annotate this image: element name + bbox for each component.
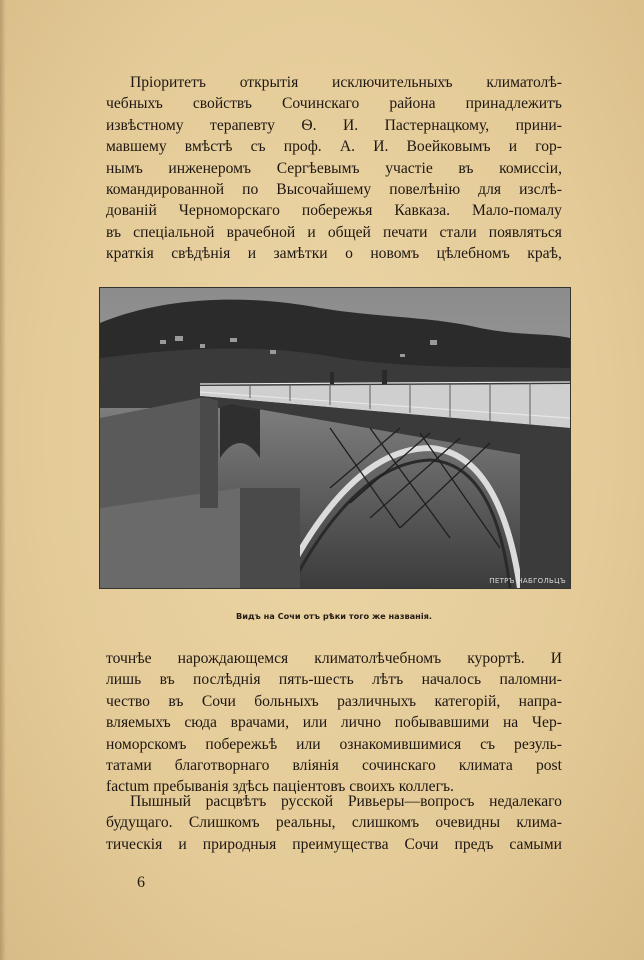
text-line: нымъ инженеромъ Сергѣевымъ участіе въ комиссіи,: [106, 159, 562, 177]
text-line: мавшему вмѣстѣ съ проф. А. И. Воейковымъ и гор-: [106, 138, 562, 156]
figure-caption: Видъ на Сочи отъ рѣки того же названія.: [235, 611, 433, 621]
text-line: вляемыхъ сюда врачами, или лично побывавшими на Чер-: [106, 714, 562, 732]
text-line: лишь въ послѣднія пять-шесть лѣтъ началось паломни-: [106, 671, 562, 689]
text-line: номорскомъ побережьѣ или ознакомившимися съ резуль-: [106, 735, 562, 753]
text-line: чебныхъ свойствъ Сочинскаго района принадлежитъ: [106, 95, 562, 113]
bridge-photo-image: [100, 288, 570, 588]
text-line: Пріоритетъ открытія исключительныхъ климатолѣ-: [130, 74, 562, 91]
text-line: извѣстному терапевту Ѳ. И. Пастернацкому, прини-: [106, 116, 562, 134]
text-line: командированной по Высочайшему повелѣнію для изслѣ-: [106, 181, 562, 199]
text-line: дованій Черноморскаго побережья Кавказа. Мало-помалу: [106, 202, 562, 220]
photographer-stamp: ПЕТРЪ НАБГОЛЬЦЪ: [489, 577, 566, 585]
text-line: factum пребыванія здѣсь паціентовъ своихъ коллегъ.: [106, 778, 454, 796]
bridge-photograph: [99, 287, 571, 589]
text-line: татами благотворнаго вліянія сочинскаго климата post: [106, 757, 562, 775]
text-line: въ спеціальной врачебной и общей печати стали появляться: [106, 223, 562, 241]
text-line: краткія свѣдѣнія и замѣтки о новомъ цѣлебномъ краѣ,: [106, 245, 562, 263]
paragraph-3: [106, 791, 562, 855]
text-line: чество въ Сочи больныхъ различныхъ категорій, напра-: [106, 692, 562, 710]
text-line: тическія и природныя преимущества Сочи предъ самыми: [106, 835, 562, 853]
page-number: 6: [137, 874, 145, 891]
paragraph-2: [106, 648, 562, 798]
paragraph-1: [106, 72, 562, 265]
text-line: будущаго. Слишкомъ реальны, слишкомъ очевидны клима-: [106, 814, 562, 832]
text-line: Пышный расцвѣтъ русской Ривьеры—вопросъ недалекаго: [130, 793, 562, 810]
text-line: точнѣе нарождающемся климатолѣчебномъ курортѣ. И: [106, 650, 562, 667]
